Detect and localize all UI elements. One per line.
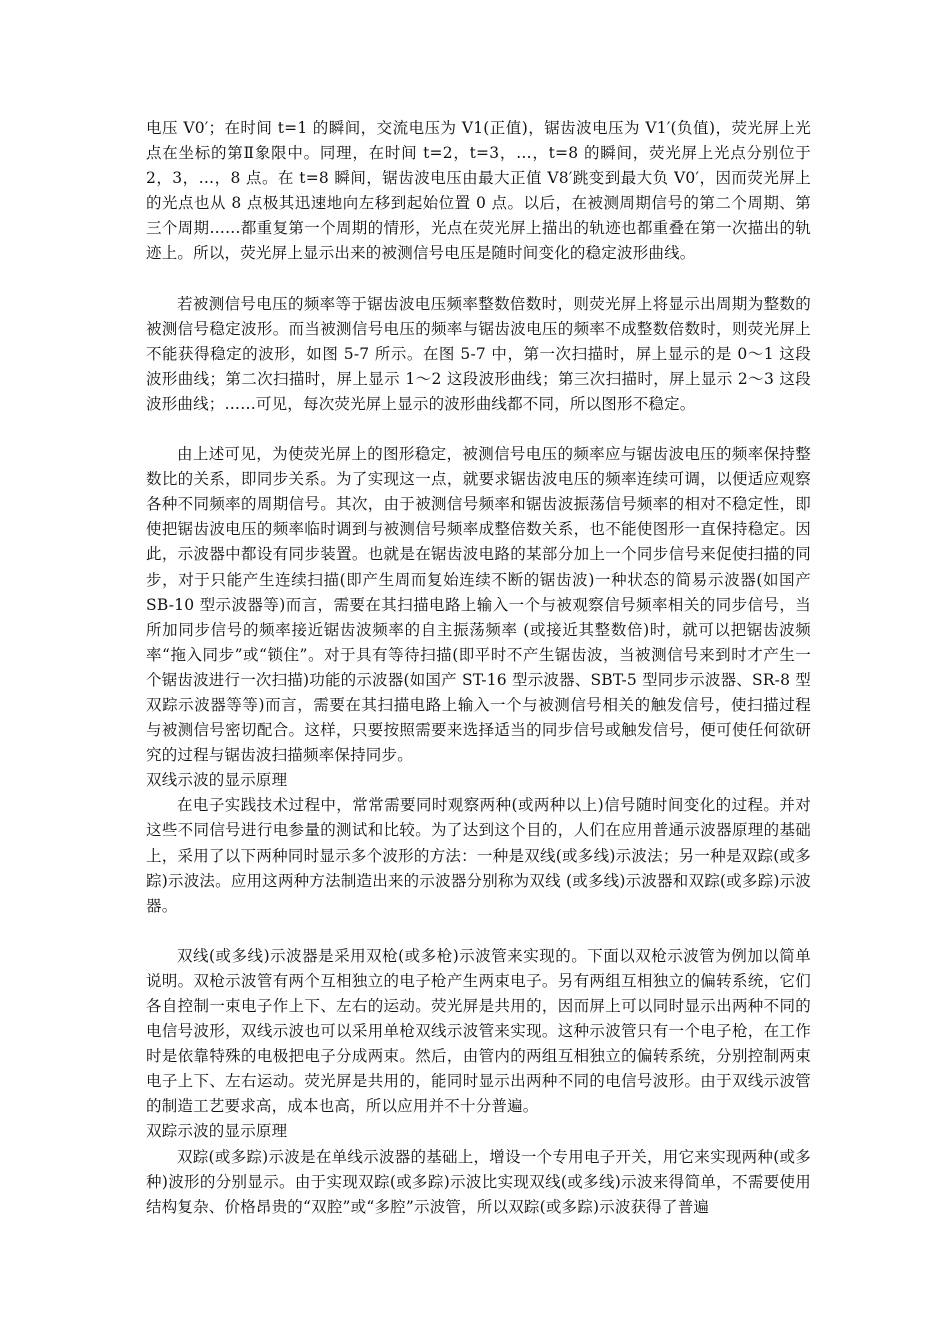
section-heading-dual-trace: 双踪示波的显示原理 bbox=[146, 1122, 288, 1141]
paragraph-scan-trace: 电压 V0′；在时间 t=1 的瞬间，交流电压为 V1(正值)，锯齿波电压为 V1′(负值)，荧光屏上光点在坐标的第Ⅱ象限中。同理，在时间 t=2，t=3，…，t=8 的瞬间，荧光屏上光点分别位于 2，3，…，8 点。在 t=8 瞬间，锯齿波电压由最大正值 V8′跳变到最大负 V0′，因而荧光屏上的光点也从 8 点极其迅速地向左移到起始位置 0 点。以后，在被测周期信号的第二个周期、第三个周期……都重复第一个周期的情形，光点在荧光屏上描出的轨迹也都重叠在第一次描出的轨迹上。所以，荧光屏上显示出来的被测信号电压是随时间变化的稳定波形曲线。 bbox=[146, 119, 811, 263]
paragraph-gap bbox=[146, 919, 811, 944]
paragraph-gap bbox=[146, 267, 811, 292]
document-body bbox=[146, 116, 811, 1220]
section-heading-dual-beam: 双线示波的显示原理 bbox=[146, 771, 288, 790]
paragraph-dual-beam-intro: 在电子实践技术过程中，常常需要同时观察两种(或两种以上)信号随时间变化的过程。并对这些不同信号进行电参量的测试和比较。为了达到这个目的，人们在应用普通示波器原理的基础上，采用了以下两种同时显示多个波形的方法：一种是双线(或多线)示波法；另一种是双踪(或多踪)示波法。应用这两种方法制造出来的示波器分别称为双线 (或多线)示波器和双踪(或多踪)示波器。 bbox=[146, 796, 811, 915]
paragraph-synchronization: 由上述可见，为使荧光屏上的图形稳定，被测信号电压的频率应与锯齿波电压的频率保持整数比的关系，即同步关系。为了实现这一点，就要求锯齿波电压的频率连续可调，以便适应观察各种不同频率的周期信号。其次，由于被测信号频率和锯齿波振荡信号频率的相对不稳定性，即使把锯齿波电压的频率临时调到与被测信号频率成整倍数关系，也不能使图形一直保持稳定。因此，示波器中都设有同步装置。也就是在锯齿波电路的某部分加上一个同步信号来促使扫描的同步，对于只能产生连续扫描(即产生周而复始连续不断的锯齿波)一种状态的简易示波器(如国产 SB-10 型示波器等)而言，需要在其扫描电路上输入一个与被观察信号频率相关的同步信号，当所加同步信号的频率接近锯齿波频率的自主振荡频率 (或接近其整数倍)时，就可以把锯齿波频率“拖入同步”或“锁住”。对于具有等待扫描(即平时不产生锯齿波，当被测信号来到时才产生一个锯齿波进行一次扫描)功能的示波器(如国产 ST-16 型示波器、SBT-5 型同步示波器、SR-8 型双踪示波器等等)而言，需要在其扫描电路上输入一个与被测信号相关的触发信号，使扫描过程与被测信号密切配合。这样，只要按照需要来选择适当的同步信号或触发信号，便可使任何欲研究的过程与锯齿波扫描频率保持同步。 bbox=[146, 445, 811, 765]
paragraph-integer-frequency: 若被测信号电压的频率等于锯齿波电压频率整数倍数时，则荧光屏上将显示出周期为整数的被测信号稳定波形。而当被测信号电压的频率与锯齿波电压的频率不成整数倍数时，则荧光屏上不能获得稳定的波形，如图 5-7 所示。在图 5-7 中，第一次扫描时，屏上显示的是 0～1 这段波形曲线；第二次扫描时，屏上显示 1～2 这段波形曲线；第三次扫描时，屏上显示 2～3 这段波形曲线；……可见，每次荧光屏上显示的波形曲线都不同，所以图形不稳定。 bbox=[146, 294, 811, 413]
paragraph-dual-trace-intro: 双踪(或多踪)示波是在单线示波器的基础上，增设一个专用电子开关，用它来实现两种(或多种)波形的分别显示。由于实现双踪(或多踪)示波比实现双线(或多线)示波来得简单，不需要使用结构复杂、价格昂贵的“双腔”或“多腔”示波管，所以双踪(或多踪)示波获得了普遍 bbox=[146, 1147, 811, 1216]
paragraph-dual-gun-tube: 双线(或多线)示波器是采用双枪(或多枪)示波管来实现的。下面以双枪示波管为例加以简单说明。双枪示波管有两个互相独立的电子枪产生两束电子。另有两组互相独立的偏转系统，它们各自控制一束电子作上下、左右的运动。荧光屏是共用的，因而屏上可以同时显示出两种不同的电信号波形，双线示波也可以采用单枪双线示波管来实现。这种示波管只有一个电子枪，在工作时是依靠特殊的电极把电子分成两束。然后，由管内的两组互相独立的偏转系统，分别控制两束电子上下、左右运动。荧光屏是共用的，能同时显示出两种不同的电信号波形。由于双线示波管的制造工艺要求高，成本也高，所以应用并不十分普遍。 bbox=[146, 946, 811, 1116]
paragraph-gap bbox=[146, 417, 811, 442]
